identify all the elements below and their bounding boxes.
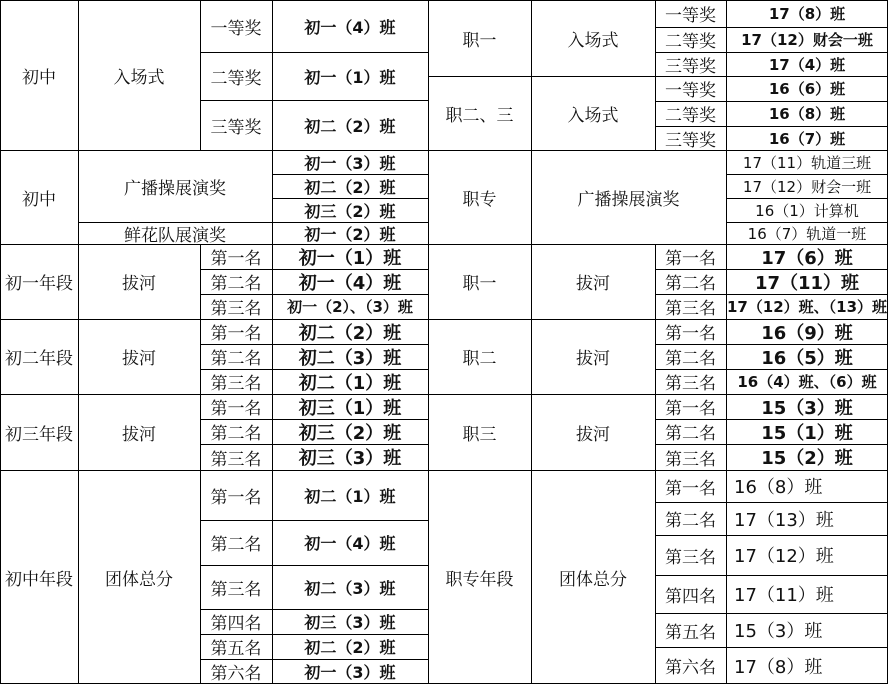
grid-line bbox=[655, 269, 888, 270]
class-cell: 17（11）班 bbox=[734, 585, 834, 606]
rank-cell: 第二名 bbox=[665, 511, 716, 531]
rank-cell: 第二名 bbox=[665, 424, 716, 444]
class-cell: 16（4）班、（6）班 bbox=[737, 373, 877, 391]
class-cell: 初一（3）班 bbox=[304, 153, 396, 173]
grid-line bbox=[200, 52, 428, 53]
grade-cell: 职二、三 bbox=[445, 105, 514, 126]
grid-line bbox=[655, 126, 888, 127]
grid-line bbox=[0, 150, 888, 151]
class-cell: 初二（3）班 bbox=[298, 347, 402, 369]
rank-cell: 第一名 bbox=[665, 249, 716, 269]
rank-cell: 第二名 bbox=[210, 424, 262, 444]
grid-line bbox=[200, 609, 428, 610]
rank-cell: 第一名 bbox=[210, 324, 262, 344]
grade-cell: 职一 bbox=[462, 274, 497, 294]
school-cell: 职专 bbox=[462, 189, 497, 210]
rank-cell: 第五名 bbox=[210, 639, 262, 659]
class-cell: 16（8）班 bbox=[768, 105, 846, 123]
grid-line bbox=[726, 222, 888, 223]
rank-cell: 第四名 bbox=[210, 614, 262, 634]
rank-cell: 第二名 bbox=[210, 274, 262, 294]
rank-cell: 第一名 bbox=[665, 399, 716, 419]
event-cell: 拔河 bbox=[122, 274, 156, 294]
grid-line bbox=[655, 27, 888, 28]
grid-line bbox=[200, 100, 428, 101]
grade-cell: 职专年段 bbox=[445, 569, 514, 590]
event-cell: 入场式 bbox=[567, 105, 619, 126]
grid-line bbox=[200, 634, 428, 635]
class-cell: 初一（1）班 bbox=[304, 67, 396, 87]
prize-cell: 二等奖 bbox=[210, 68, 262, 89]
class-cell: 16（9）班 bbox=[761, 322, 853, 344]
class-cell: 15（2）班 bbox=[761, 448, 853, 469]
class-cell: 16（7）班 bbox=[768, 129, 846, 148]
event-cell: 入场式 bbox=[113, 67, 165, 88]
class-cell: 初二（2）班 bbox=[304, 116, 396, 136]
grid-line bbox=[428, 0, 429, 684]
rank-cell: 第二名 bbox=[210, 349, 262, 369]
grid-line bbox=[200, 369, 428, 370]
event-cell: 拔河 bbox=[576, 424, 610, 445]
prize-cell: 三等奖 bbox=[210, 117, 262, 138]
grid-line bbox=[655, 52, 888, 53]
class-cell: 17（12）财会一班 bbox=[741, 31, 873, 49]
event-cell: 广播操展演奖 bbox=[124, 178, 226, 199]
grid-line bbox=[0, 394, 888, 395]
rank-cell: 第二名 bbox=[210, 535, 262, 555]
grid-line bbox=[0, 470, 655, 471]
class-cell: 15（1）班 bbox=[761, 422, 853, 444]
prize-cell: 二等奖 bbox=[665, 106, 716, 126]
rank-cell: 第三名 bbox=[210, 374, 262, 394]
grid-line bbox=[655, 470, 888, 471]
prize-cell: 一等奖 bbox=[665, 6, 716, 26]
class-cell: 初二（1）班 bbox=[298, 372, 402, 394]
rank-cell: 第二名 bbox=[665, 274, 716, 294]
grade-cell: 职一 bbox=[462, 30, 497, 51]
grid-line bbox=[655, 419, 888, 420]
class-cell: 初二（2）班 bbox=[304, 638, 396, 657]
rank-cell: 第一名 bbox=[210, 249, 262, 269]
grid-line bbox=[655, 101, 888, 102]
grid-line bbox=[655, 613, 888, 614]
class-cell: 16（5）班 bbox=[761, 347, 853, 369]
class-cell: 初二（1）班 bbox=[304, 486, 396, 506]
grid-line bbox=[655, 244, 656, 684]
rank-cell: 第一名 bbox=[665, 478, 716, 499]
class-cell: 17（11）轨道三班 bbox=[742, 153, 872, 172]
class-cell: 初一（2）、（3）班 bbox=[287, 298, 413, 316]
class-cell: 初三（2）班 bbox=[304, 201, 396, 221]
class-cell: 初一（4）班 bbox=[304, 534, 396, 553]
grid-line bbox=[655, 0, 656, 150]
grid-line bbox=[655, 344, 888, 345]
grade-cell: 职三 bbox=[462, 424, 497, 445]
grid-line bbox=[726, 198, 888, 199]
grid-line bbox=[272, 0, 273, 684]
prize-cell: 一等奖 bbox=[665, 81, 716, 101]
event-cell: 拔河 bbox=[122, 424, 156, 445]
event-cell: 鲜花队展演奖 bbox=[124, 225, 226, 244]
grid-line bbox=[200, 269, 428, 270]
event-cell: 入场式 bbox=[567, 30, 619, 51]
grid-line bbox=[655, 647, 888, 648]
rank-cell: 第六名 bbox=[665, 658, 716, 678]
grid-line bbox=[78, 0, 79, 684]
class-cell: 17（11）班 bbox=[754, 272, 860, 294]
grade-cell: 初中年段 bbox=[5, 569, 73, 590]
class-cell: 初一（2）班 bbox=[304, 224, 396, 244]
grid-line bbox=[200, 419, 428, 420]
grid-line bbox=[78, 222, 428, 223]
class-cell: 初一（3）班 bbox=[304, 663, 396, 682]
rank-cell: 第三名 bbox=[665, 299, 716, 319]
grid-line bbox=[200, 294, 428, 295]
rank-cell: 第三名 bbox=[665, 374, 716, 394]
grid-line bbox=[272, 198, 428, 199]
grid-line bbox=[726, 0, 727, 684]
class-cell: 16（1）计算机 bbox=[755, 201, 859, 220]
class-cell: 17（8）班 bbox=[734, 656, 823, 678]
class-cell: 初二（3）班 bbox=[304, 578, 396, 598]
grade-cell: 初一年段 bbox=[5, 274, 73, 294]
rank-cell: 第三名 bbox=[210, 299, 262, 319]
grid-line bbox=[655, 535, 888, 536]
grid-line bbox=[531, 0, 532, 684]
grid-line bbox=[0, 0, 888, 1]
class-cell: 初三（3）班 bbox=[304, 613, 396, 632]
rank-cell: 第三名 bbox=[665, 449, 716, 470]
rank-cell: 第三名 bbox=[665, 547, 716, 568]
rank-cell: 第三名 bbox=[210, 449, 262, 470]
class-cell: 初一（4）班 bbox=[304, 17, 396, 37]
grid-line bbox=[200, 659, 428, 660]
grid-line bbox=[200, 344, 428, 345]
class-cell: 17（6）班 bbox=[761, 247, 853, 269]
class-cell: 17（12）班 bbox=[734, 546, 834, 567]
class-cell: 17（4）班 bbox=[768, 55, 846, 74]
class-cell: 15（3）班 bbox=[734, 621, 823, 642]
prize-cell: 三等奖 bbox=[665, 130, 716, 150]
class-cell: 16（7）轨道一班 bbox=[747, 224, 867, 243]
school-cell: 初中 bbox=[22, 189, 56, 210]
class-cell: 初三（1）班 bbox=[298, 397, 402, 419]
class-cell: 17（12）班、（13）班 bbox=[726, 298, 888, 316]
grid-line bbox=[0, 244, 888, 245]
grid-line bbox=[655, 575, 888, 576]
grade-cell: 初二年段 bbox=[5, 349, 73, 369]
grade-cell: 初三年段 bbox=[5, 424, 73, 445]
rank-cell: 第一名 bbox=[210, 487, 262, 508]
grade-cell: 职二 bbox=[462, 349, 497, 369]
grid-line bbox=[655, 369, 888, 370]
event-cell: 团体总分 bbox=[105, 569, 173, 590]
grid-line bbox=[200, 0, 201, 150]
class-cell: 初三（2）班 bbox=[298, 422, 402, 444]
grid-line bbox=[428, 76, 888, 77]
grid-line bbox=[0, 319, 888, 320]
class-cell: 初二（2）班 bbox=[304, 177, 396, 197]
grid-line bbox=[726, 174, 888, 175]
grid-line bbox=[200, 444, 428, 445]
grid-line bbox=[200, 520, 428, 521]
event-cell: 广播操展演奖 bbox=[577, 189, 680, 210]
rank-cell: 第四名 bbox=[665, 586, 716, 607]
grid-line bbox=[655, 294, 888, 295]
class-cell: 16（6）班 bbox=[768, 80, 846, 98]
grid-line bbox=[200, 565, 428, 566]
class-cell: 17（8）班 bbox=[768, 5, 846, 23]
event-cell: 拔河 bbox=[122, 349, 156, 369]
rank-cell: 第一名 bbox=[210, 399, 262, 419]
event-cell: 拔河 bbox=[576, 349, 610, 369]
rank-cell: 第五名 bbox=[665, 622, 716, 643]
event-cell: 团体总分 bbox=[559, 569, 627, 590]
prize-cell: 一等奖 bbox=[210, 18, 262, 39]
rank-cell: 第三名 bbox=[210, 579, 262, 600]
prize-cell: 三等奖 bbox=[665, 56, 716, 76]
prize-cell: 二等奖 bbox=[665, 32, 716, 52]
class-cell: 初二（2）班 bbox=[298, 322, 402, 344]
grid-line bbox=[272, 174, 428, 175]
class-cell: 17（13）班 bbox=[734, 509, 834, 531]
event-cell: 拔河 bbox=[576, 274, 610, 294]
class-cell: 15（3）班 bbox=[761, 397, 853, 419]
rank-cell: 第二名 bbox=[665, 349, 716, 369]
grid-line bbox=[0, 0, 1, 684]
class-cell: 16（8）班 bbox=[734, 477, 823, 498]
class-cell: 17（12）财会一班 bbox=[742, 177, 872, 196]
class-cell: 初一（4）班 bbox=[298, 272, 402, 294]
grid-line bbox=[655, 444, 888, 445]
class-cell: 初三（3）班 bbox=[298, 448, 402, 469]
rank-cell: 第六名 bbox=[210, 664, 262, 684]
grid-line bbox=[655, 502, 888, 503]
grid-line bbox=[200, 244, 201, 684]
school-cell: 初中 bbox=[22, 67, 56, 88]
class-cell: 初一（1）班 bbox=[298, 247, 402, 269]
rank-cell: 第一名 bbox=[665, 324, 716, 344]
